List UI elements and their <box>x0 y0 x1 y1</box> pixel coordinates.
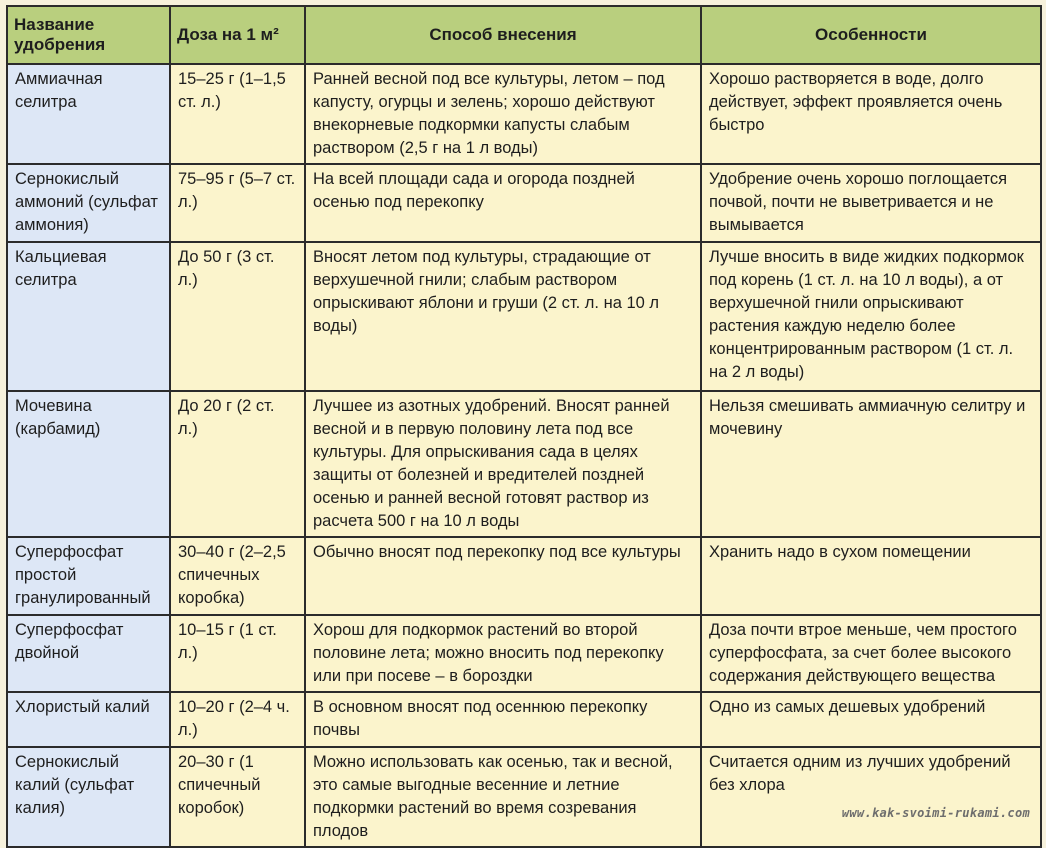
header-fertilizer-name: Название удобрения <box>7 6 170 64</box>
cell-fertilizer-name: Кальциевая селитра <box>7 242 170 391</box>
cell-dose: До 20 г (2 ст. л.) <box>170 391 305 537</box>
table-row <box>7 242 1041 391</box>
cell-fertilizer-name: Аммиачная селитра <box>7 64 170 164</box>
cell-dose: 30–40 г (2–2,5 спичечных коробка) <box>170 537 305 615</box>
cell-features: Хорошо растворяется в воде, долго действует, эффект проявляется очень быстро <box>701 64 1041 164</box>
table-row <box>7 692 1041 747</box>
table-header-row <box>7 6 1041 64</box>
cell-features: Считается одним из лучших удобрений без хлора <box>701 747 1041 847</box>
fertilizer-table <box>6 5 1042 848</box>
cell-application-method: Ранней весной под все культуры, летом – под капусту, огурцы и зелень; хорошо действуют внекорневые подкормки капусты слабым раствором (2,5 г на 1 л воды) <box>305 64 701 164</box>
header-dose: Доза на 1 м² <box>170 6 305 64</box>
cell-dose: До 50 г (3 ст. л.) <box>170 242 305 391</box>
cell-fertilizer-name: Хлористый калий <box>7 692 170 747</box>
cell-fertilizer-name: Сернокислый калий (сульфат калия) <box>7 747 170 847</box>
cell-dose: 75–95 г (5–7 ст. л.) <box>170 164 305 242</box>
cell-fertilizer-name: Сернокислый аммоний (сульфат аммония) <box>7 164 170 242</box>
cell-features: Доза почти втрое меньше, чем простого суперфосфата, за счет более высокого содержания действующего вещества <box>701 615 1041 692</box>
cell-features: Хранить надо в сухом помещении <box>701 537 1041 615</box>
cell-fertilizer-name: Суперфосфат двойной <box>7 615 170 692</box>
watermark: www.kak-svoimi-rukami.com <box>842 806 1030 820</box>
cell-features: Одно из самых дешевых удобрений <box>701 692 1041 747</box>
table-row <box>7 64 1041 164</box>
cell-dose: 10–15 г (1 ст. л.) <box>170 615 305 692</box>
table-row <box>7 391 1041 537</box>
cell-fertilizer-name: Мочевина (карбамид) <box>7 391 170 537</box>
cell-application-method: Вносят летом под культуры, страдающие от верхушечной гнили; слабым раствором опрыскивают яблони и груши (2 ст. л. на 10 л воды) <box>305 242 701 391</box>
header-features: Особенности <box>701 6 1041 64</box>
cell-application-method: Можно использовать как осенью, так и весной, это самые выгодные весенние и летние подкормки растений во время созревания плодов <box>305 747 701 847</box>
cell-application-method: На всей площади сада и огорода поздней осенью под перекопку <box>305 164 701 242</box>
fertilizer-table-container <box>6 5 1040 827</box>
cell-features: Нельзя смешивать аммиачную селитру и мочевину <box>701 391 1041 537</box>
table-row <box>7 164 1041 242</box>
table-row <box>7 747 1041 847</box>
table-row <box>7 615 1041 692</box>
cell-application-method: Лучшее из азотных удобрений. Вносят ранней весной и в первую половину лета под все культуры. Для опрыскивания сада в целях защиты от болезней и вредителей поздней осенью и ранней весной готовят раствор из расчета 500 г на 10 л воды <box>305 391 701 537</box>
table-row <box>7 537 1041 615</box>
cell-fertilizer-name: Суперфосфат простой гранулированный <box>7 537 170 615</box>
cell-dose: 20–30 г (1 спичечный коробок) <box>170 747 305 847</box>
cell-dose: 10–20 г (2–4 ч. л.) <box>170 692 305 747</box>
header-application-method: Способ внесения <box>305 6 701 64</box>
cell-application-method: Хорош для подкормок растений во второй половине лета; можно вносить под перекопку или при посеве – в бороздки <box>305 615 701 692</box>
cell-application-method: Обычно вносят под перекопку под все культуры <box>305 537 701 615</box>
cell-features: Удобрение очень хорошо поглощается почвой, почти не выветривается и не вымывается <box>701 164 1041 242</box>
cell-dose: 15–25 г (1–1,5 ст. л.) <box>170 64 305 164</box>
cell-application-method: В основном вносят под осеннюю перекопку почвы <box>305 692 701 747</box>
cell-features: Лучше вносить в виде жидких подкормок под корень (1 ст. л. на 10 л воды), а от верхушечной гнили опрыскивают растения каждую неделю более концентрированным раствором (1 ст. л. на 2 л воды) <box>701 242 1041 391</box>
